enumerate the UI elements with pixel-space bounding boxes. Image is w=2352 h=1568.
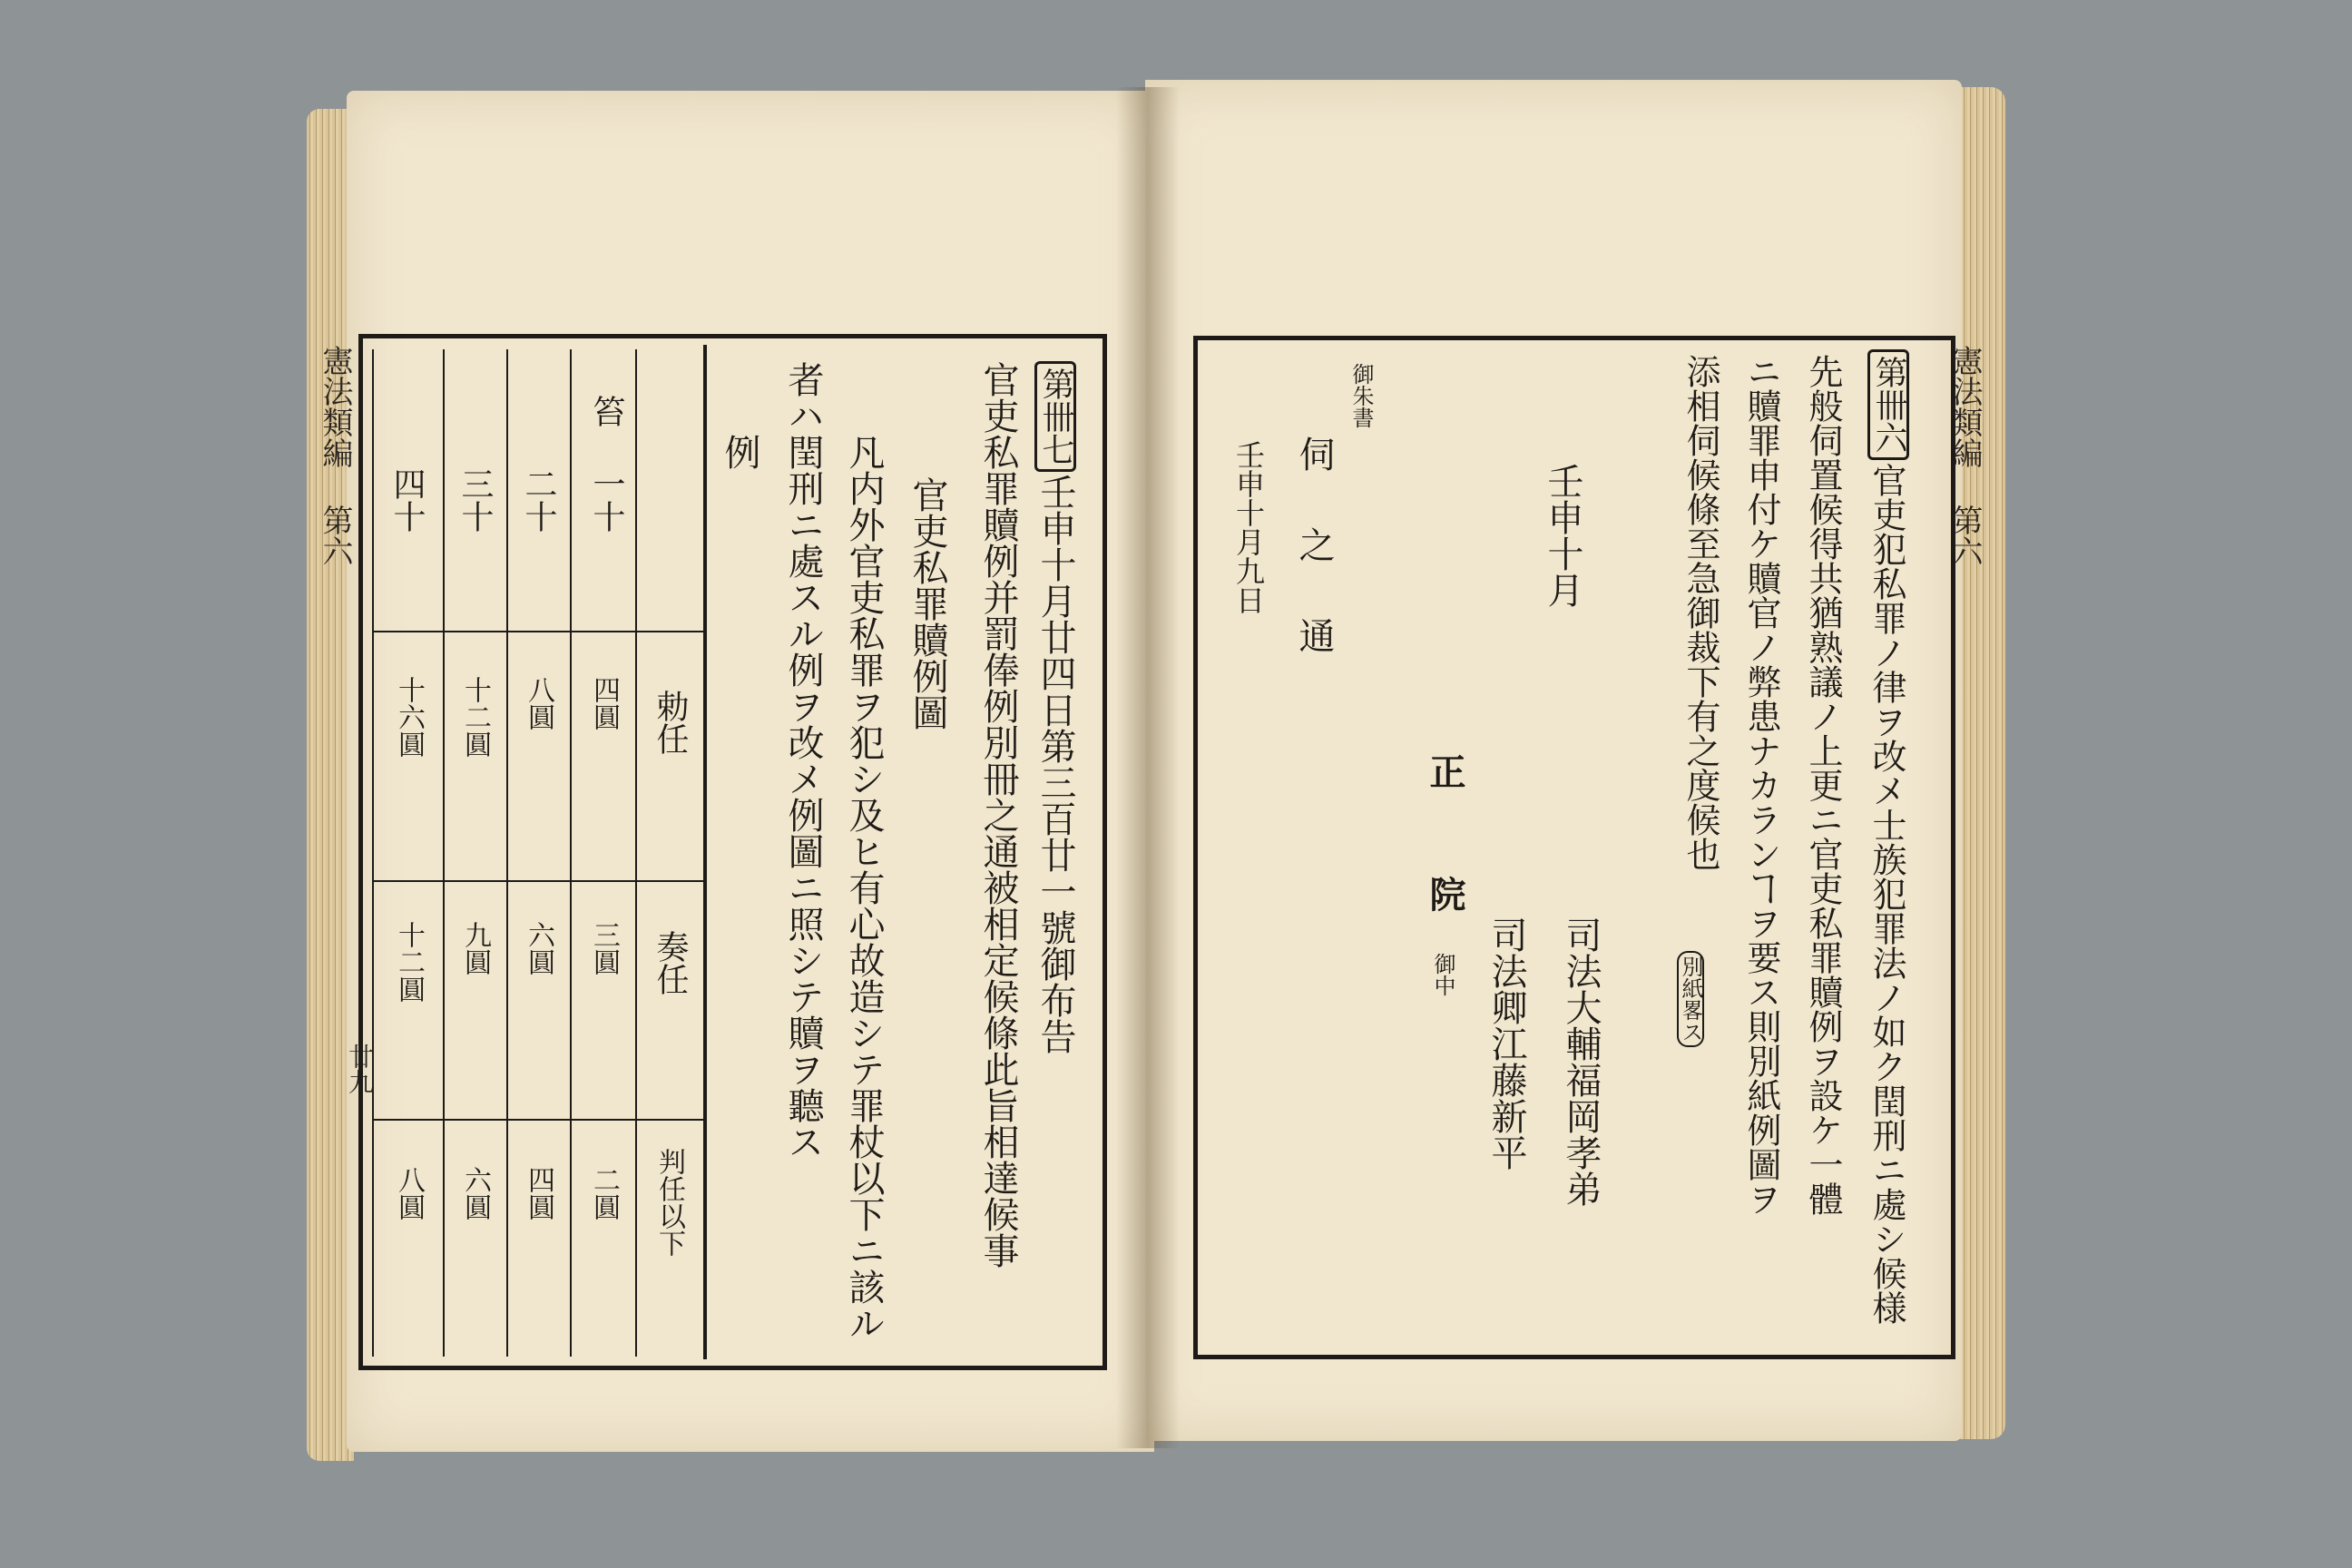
right-addressee-honorific: 御中 [1430,953,1455,996]
right-signatory-1: 司法大輔福岡孝弟 [1560,916,1602,1207]
left-line-6: 例 [719,434,760,470]
left-line-1: 壬申十月廿四日第三百廿一號御布告 [1034,474,1076,1054]
cell-r1-c2: 八圓 [523,676,554,730]
cell-r1-c3: 十二圓 [459,676,491,758]
right-date: 壬申十月 [1542,463,1583,608]
right-red-script-label: 御朱書 [1348,363,1374,428]
left-line-3: 官吏私罪贖例圖 [906,476,948,730]
table-header-whip: 笞 [588,395,625,427]
right-addressee-2: 院 [1424,876,1466,912]
cell-r2-c2: 六圓 [523,921,554,975]
rank-sonin: 奏任 [652,930,689,995]
right-note-attachment: 別紙畧ス [1677,951,1704,1047]
fine-table [372,349,706,1357]
table-amount-20: 二十 [520,467,557,533]
left-line-4: 凡内外官吏私罪ヲ犯シ及ヒ有心故造シテ罪杖以下ニ該ル [843,434,885,1341]
book-gutter [1116,87,1180,1448]
right-line-2: 先般伺置候得共猶熟議ノ上更ニ官吏私罪贖例ヲ設ケ一體 [1803,354,1843,1216]
cell-r2-c3: 九圓 [459,921,491,975]
right-addressee-1: 正 [1424,753,1466,789]
right-line-3: ニ贖罪申付ケ贖官ノ弊患ナカランヿヲ要ス則別紙例圖ヲ [1741,354,1781,1216]
cell-r2-c4: 十二圓 [393,921,425,1003]
rank-chokunin: 勅任 [652,690,689,755]
cell-r1-c4: 十六圓 [393,676,425,758]
right-approval: 伺之通 [1293,436,1335,708]
right-approval-date: 壬申十月九日 [1231,440,1266,614]
right-line-1: 官吏犯私罪ノ律ヲ改メ士族犯罪法ノ如ク閏刑ニ處シ候様 [1867,463,1906,1325]
left-page-number: 廿九 [345,1044,375,1094]
right-line-4: 添相伺候條至急御裁下有之度候也 [1681,354,1720,871]
table-amount-40: 四十 [388,467,426,533]
table-amount-10: 一十 [588,467,625,533]
right-section-tag: 第卌六 [1867,349,1909,460]
left-line-5: 者ハ閏刑ニ處スル例ヲ改メ例圖ニ照シテ贖ヲ聽ス [782,361,824,1160]
left-line-2: 官吏私罪贖例并罰俸例別冊之通被相定候條此旨相達候事 [977,361,1019,1269]
cell-r3-c4: 八圓 [393,1166,425,1220]
cell-r3-c2: 四圓 [523,1166,554,1220]
cell-r1-c1: 四圓 [588,676,620,730]
right-margin-title: 憲法類編 第六 [1946,345,1983,566]
cell-r3-c3: 六圓 [459,1166,491,1220]
cell-r2-c1: 三圓 [588,921,620,975]
left-section-tag: 第卌七 [1034,361,1076,472]
right-signatory-2: 司法卿江藤新平 [1485,916,1527,1171]
table-amount-30: 三十 [456,467,494,533]
rank-hannin: 判任以下 [653,1148,685,1257]
left-margin-title: 憲法類編 第六 [317,345,353,566]
cell-r3-c1: 二圓 [588,1166,620,1220]
